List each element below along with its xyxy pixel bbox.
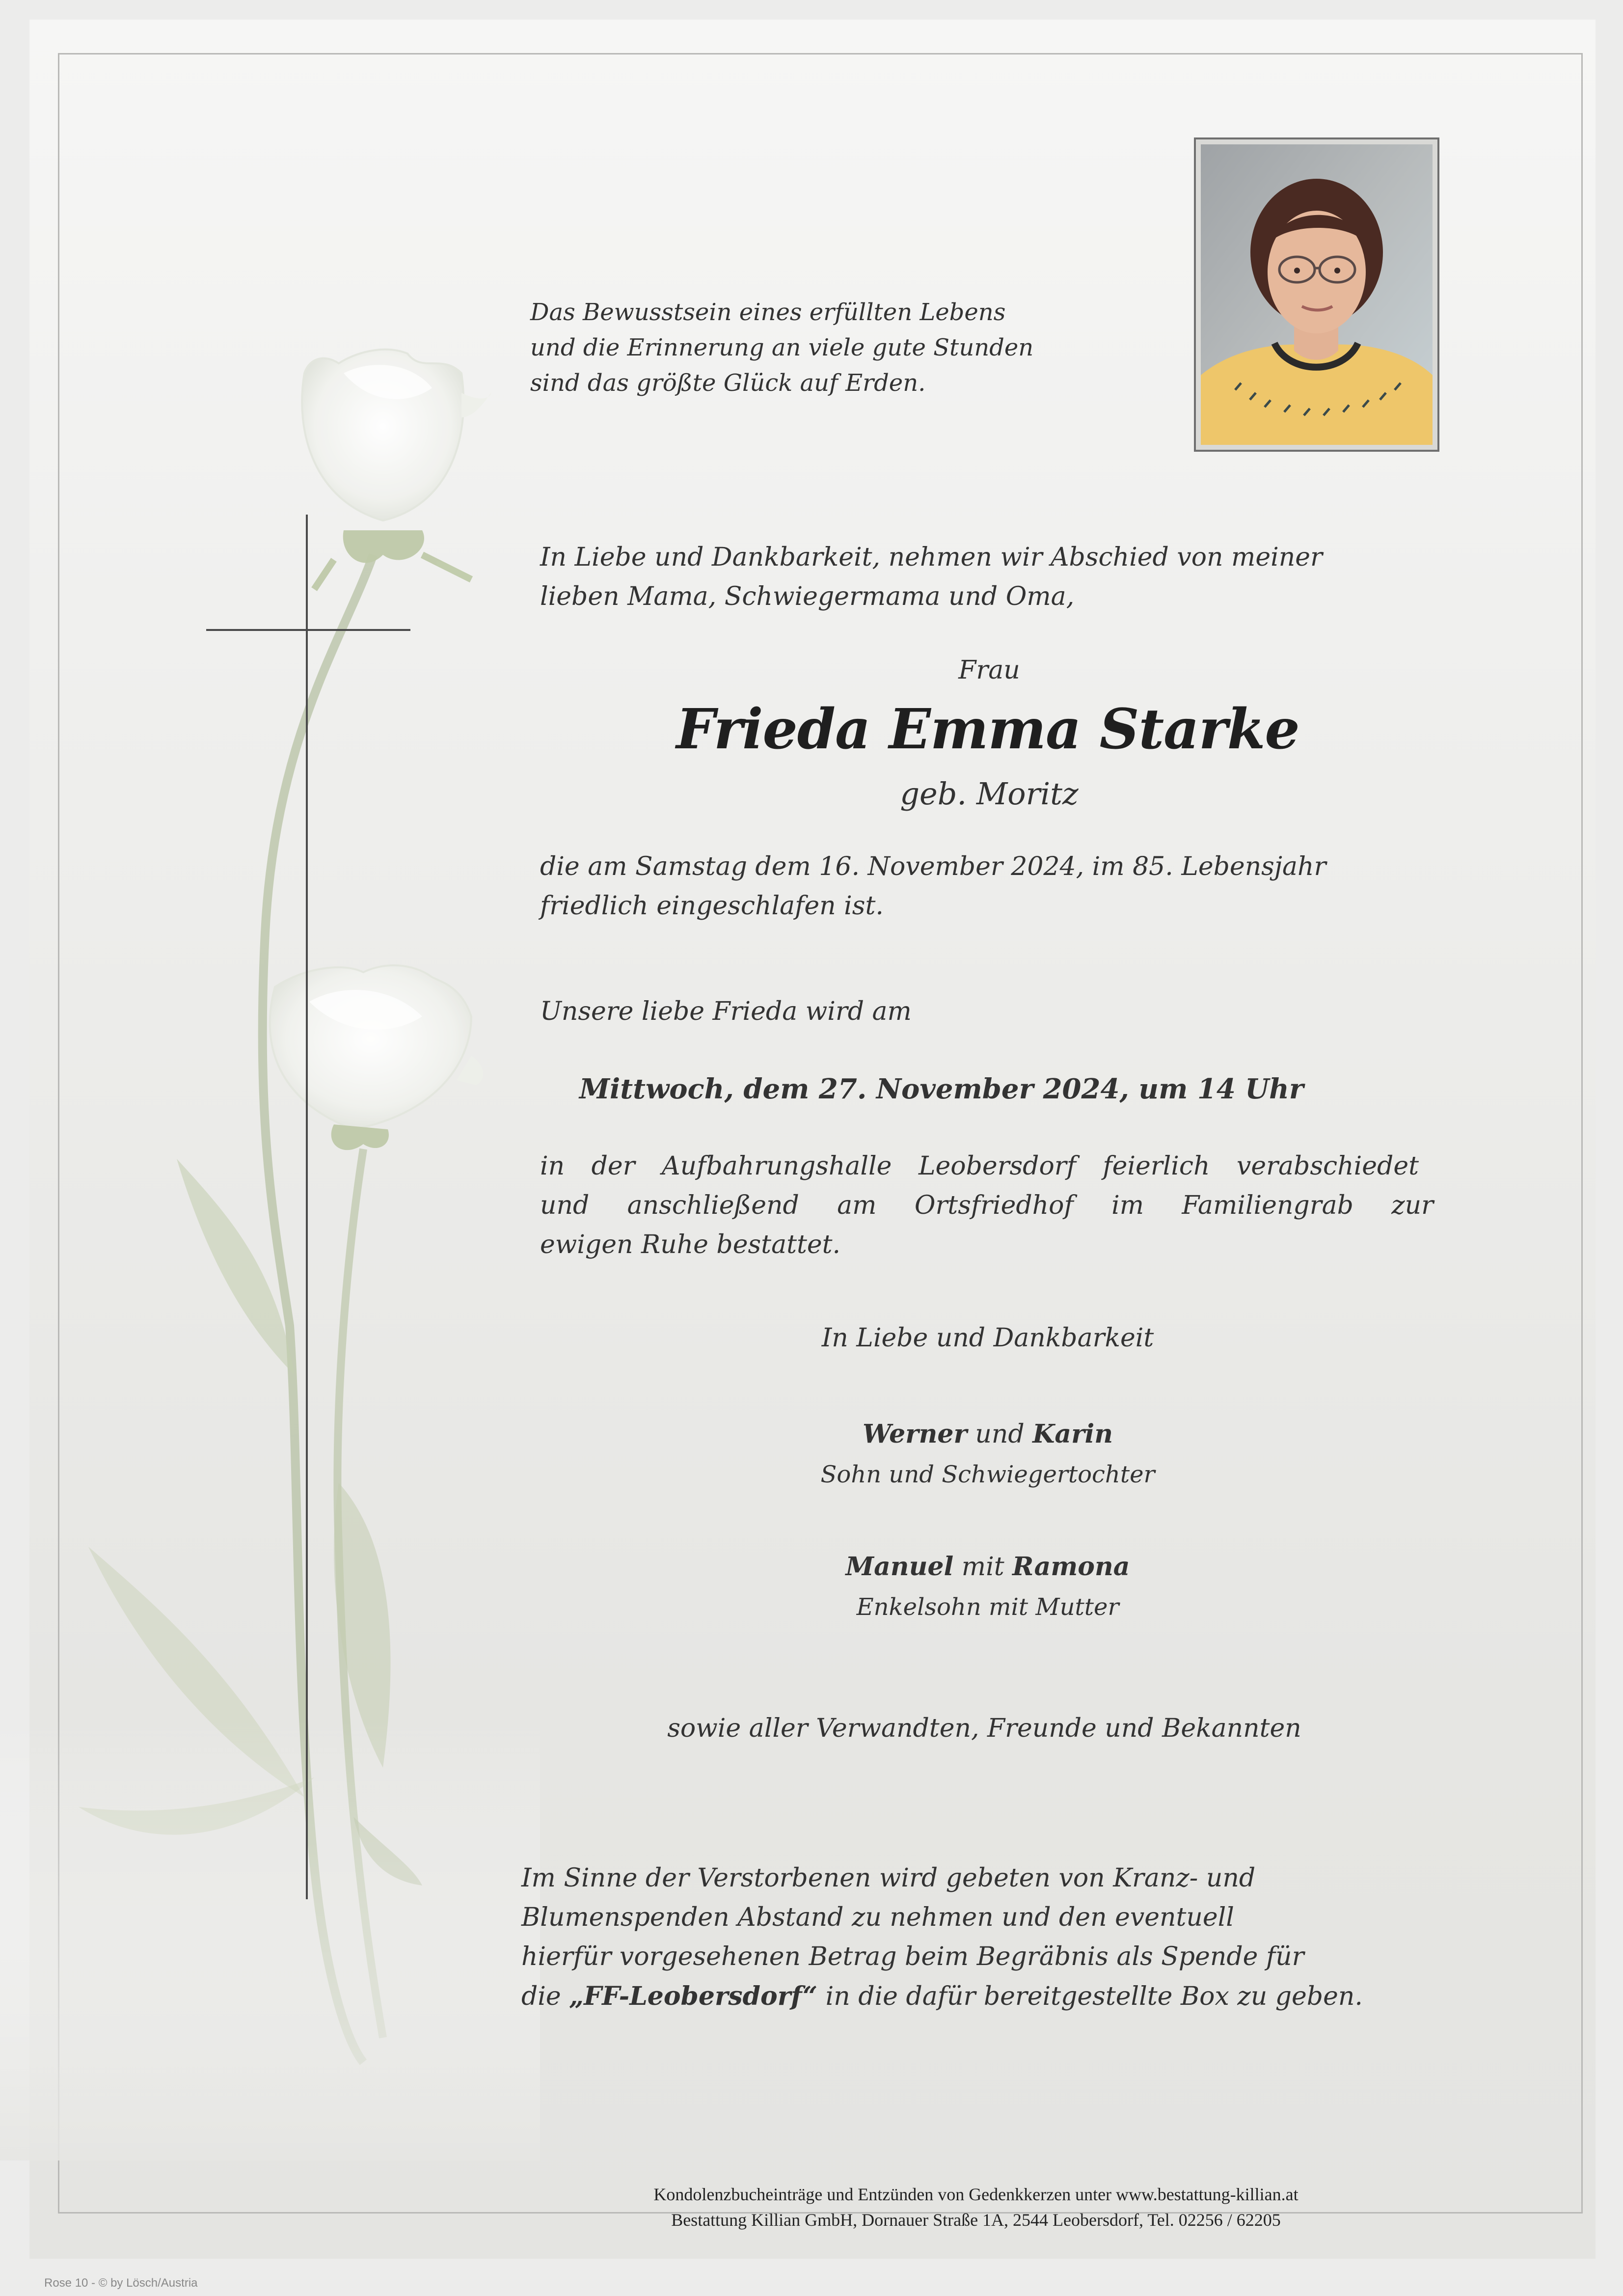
request-line-2: Blumenspenden Abstand zu nehmen und den eventuell [521,1903,1234,1932]
mourners-heading: In Liebe und Dankbarkeit [821,1323,1154,1353]
footer-line-2: Bestattung Killian GmbH, Dornauer Straße 1A, 2544 Leobersdorf, Tel. 02256 / 62205 [671,2210,1281,2230]
quote-line-3: sind das größte Glück auf Erden. [530,369,926,397]
mourner-manuel: Manuel [845,1552,954,1582]
death-line-2: friedlich eingeschlafen ist. [540,891,884,921]
intro-line-1: In Liebe und Dankbarkeit, nehmen wir Abschied von meiner [540,543,1323,572]
deceased-name: Frieda Emma Starke [676,697,1299,762]
mourner-ramona: Ramona [1012,1552,1130,1582]
funeral-line-2: und anschließend am Ortsfriedhof im Familiengrab zur [540,1191,1434,1220]
beneficiary-org: „FF-Leobersdorf“ [569,1981,818,2011]
request-suffix: in die dafür bereitgestellte Box zu geben. [817,1982,1363,2011]
quote-line-2: und die Erinnerung an viele gute Stunden [530,334,1034,361]
request-line-3: hierfür vorgesehenen Betrag beim Begräbnis als Spende für [521,1942,1304,1971]
intro-line-2: lieben Mama, Schwiegermama und Oma, [540,582,1075,611]
joiner-und: und [967,1420,1033,1449]
funeral-line-1: in der Aufbahrungshalle Leobersdorf feierlich verabschiedet [540,1151,1419,1181]
request-line-4 [521,1981,1363,2011]
funeral-line-3: ewigen Ruhe bestattet. [540,1230,841,1259]
portrait-image [1201,144,1433,445]
mourners-group-1 [863,1419,1113,1449]
relation-1: Sohn und Schwiegertochter [820,1461,1155,1488]
footer-line-1: Kondolenzbucheinträge und Entzünden von Gedenkkerzen unter www.bestattung-killian.at [653,2185,1298,2204]
mourner-werner: Werner [862,1419,967,1449]
image-credit: Rose 10 - © by Lösch/Austria [44,2276,198,2290]
mourners-others: sowie aller Verwandten, Freunde und Bekannten [667,1714,1301,1743]
request-line-1: Im Sinne der Verstorbenen wird gebeten von Kranz- und [521,1863,1256,1893]
funeral-date: Mittwoch, dem 27. November 2024, um 14 Uhr [579,1073,1304,1105]
portrait-photo [1194,137,1439,452]
birth-name: geb. Moritz [900,776,1079,812]
funeral-intro: Unsere liebe Frieda wird am [540,997,912,1026]
mourners-group-2 [846,1552,1130,1582]
joiner-mit: mit [953,1552,1013,1582]
salutation: Frau [958,656,1020,685]
mourner-karin: Karin [1032,1419,1113,1449]
request-prefix: die [521,1982,569,2011]
quote-line-1: Das Bewusstsein eines erfüllten Lebens [530,299,1006,326]
relation-2: Enkelsohn mit Mutter [856,1593,1119,1621]
death-line-1: die am Samstag dem 16. November 2024, im 85. Lebensjahr [540,852,1326,881]
